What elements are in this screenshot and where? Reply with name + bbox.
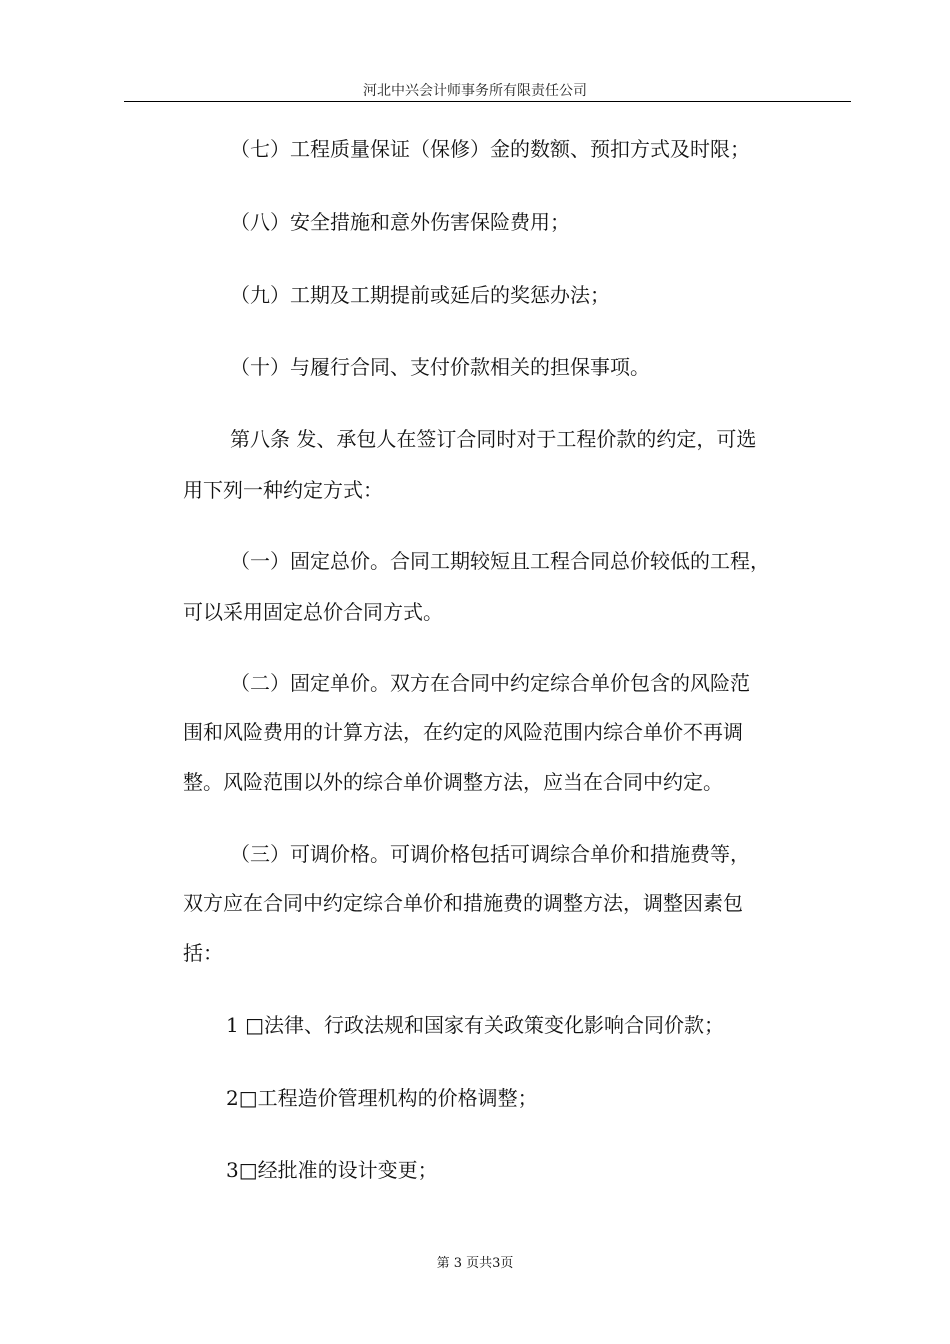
header-divider [124,101,851,102]
clause-2-line-1: （二）固定单价。双方在合同中约定综合单价包含的风险范 [230,671,750,695]
clause-2-line-3: 整。风险范围以外的综合单价调整方法，应当在合同中约定。 [183,770,723,794]
clause-1-line-2: 可以采用固定总价合同方式。 [183,600,443,624]
clause-3-line-1: （三）可调价格。可调价格包括可调综合单价和措施费等， [230,842,750,866]
item-9-text: （九）工期及工期提前或延后的奖惩办法； [230,283,610,307]
article-8-line-2: 用下列一种约定方式： [183,478,383,502]
factor-1-text: 1 □法律、行政法规和国家有关政策变化影响合同价款； [226,1013,724,1037]
page-header: 河北中兴会计师事务所有限责任公司 [363,83,587,99]
page-footer: 第 3 页共3页 [436,1256,514,1271]
item-10-text: （十）与履行合同、支付价款相关的担保事项。 [230,355,650,379]
item-8-text: （八）安全措施和意外伤害保险费用； [230,210,570,234]
clause-3-line-3: 括： [183,941,223,965]
item-7-text: （七）工程质量保证（保修）金的数额、预扣方式及时限； [230,137,750,161]
clause-1-line-1: （一）固定总价。合同工期较短且工程合同总价较低的工程， [230,549,770,573]
clause-2-line-2: 围和风险费用的计算方法，在约定的风险范围内综合单价不再调 [183,720,743,744]
clause-3-line-2: 双方应在合同中约定综合单价和措施费的调整方法，调整因素包 [183,891,743,915]
factor-2-text: 2□工程造价管理机构的价格调整； [226,1086,538,1110]
factor-3-text: 3□经批准的设计变更； [226,1158,438,1182]
article-8-line-1: 第八条 发、承包人在签订合同时对于工程价款的约定，可选 [230,427,757,451]
